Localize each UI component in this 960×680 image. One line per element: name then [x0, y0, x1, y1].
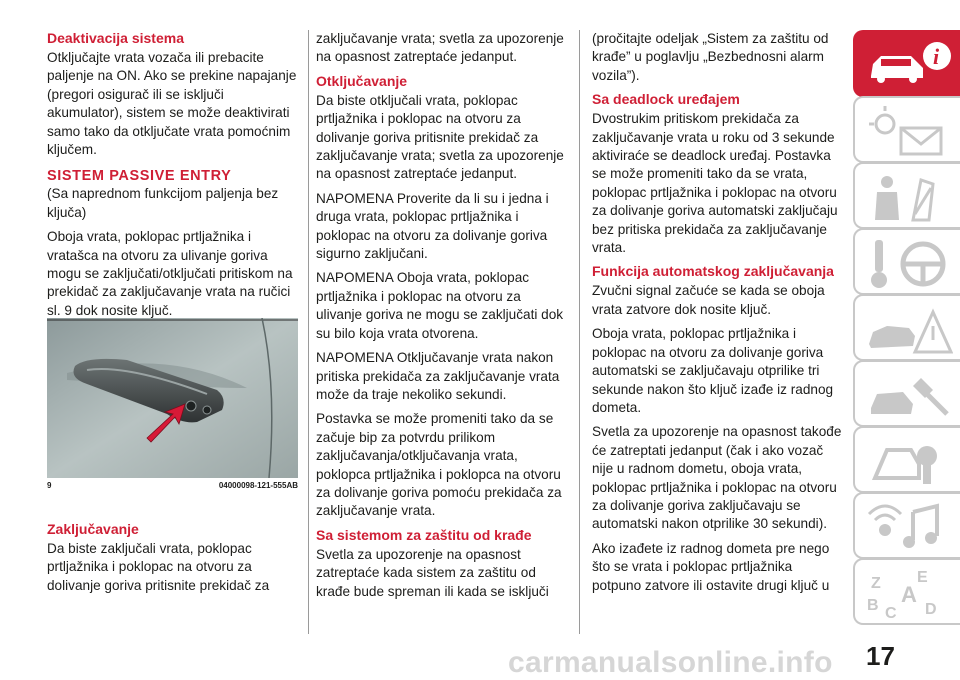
index-letter: A [901, 582, 917, 607]
specs-icon [863, 434, 953, 489]
paragraph: Postavka se može promeniti tako da se začuje bip za potvrdu prilikom zaključavanja/otključavanja vrata, poklopca prtljažnika i poklopca na otvoru za dolivanje goriva pomoću prekidača za zaključavanje vrata. [316, 411, 562, 519]
figure-code: 04000098-121-555AB [218, 481, 298, 490]
seatbelt-airbag-icon [863, 170, 953, 225]
warning-lights-icon [863, 104, 953, 159]
page-number: 17 [866, 641, 895, 671]
column-divider [579, 30, 580, 634]
column-divider [308, 30, 309, 634]
figure-number: 9 [47, 481, 52, 490]
note: NAPOMENA Otključavanje vrata nakon pritiska prekidača za zaključavanje vrata može da traje nekoliko sekundi. [316, 350, 560, 402]
svg-text:i: i [933, 44, 940, 69]
paragraph: Da biste zaključali vrata, poklopac prtljažnika i poklopac na otvoru za dolivanje goriva pritisnite prekidač za [47, 541, 270, 593]
section-title-passive-entry: SISTEM PASSIVE ENTRY [47, 168, 232, 185]
column-1 [47, 30, 299, 326]
column-3 [592, 30, 844, 601]
heading-deadlock: Sa deadlock uređajem [592, 91, 740, 108]
paragraph: zaključavanje vrata; svetla za upozorenje na opasnost zatreptaće jedanput. [316, 31, 564, 65]
index-letter: B [867, 597, 879, 614]
figure-door-handle [47, 318, 298, 494]
paragraph: Da biste otključali vrata, poklopac prtljažnika i poklopac na otvoru za dolivanje goriva pritisnite prekidač za zaključavanje vrata; svetla za upozorenje na opasnost zatreptaće jedanput. [316, 92, 564, 182]
tab-car-info[interactable] [853, 30, 960, 97]
heading-anti-theft: Sa sistemom za zaštitu od krađe [316, 526, 532, 543]
paragraph: Oboja vrata, poklopac prtljažnika i vratašca na otvoru za ulivanje goriva mogu se zaključati/otključati pritiskom na prekidač za zaključavanje vrata na ručici sl. 9 dok nosite ključ. [47, 229, 293, 318]
heading-deactivation: Deaktivacija sistema [47, 30, 184, 46]
index-icon [863, 566, 953, 621]
car-info-icon [863, 38, 953, 93]
maintenance-icon [863, 368, 953, 423]
chapter-tabs [853, 30, 960, 620]
accident-icon [863, 302, 953, 357]
paragraph: Oboja vrata, poklopac prtljažnika i poklopac na otvoru za dolivanje goriva automatski se zaključavaju otprilike tri sekunde nakon što ključ izađe iz radnog dometa. [592, 326, 834, 415]
key-steering-icon [863, 236, 953, 291]
watermark: carmanualsonline.info [508, 646, 833, 679]
column-2 [316, 30, 568, 607]
index-letter: Z [871, 575, 881, 592]
paragraph: Zvučni signal začuće se kada se oboja vrata zatvore dok nosite ključ. [592, 283, 825, 317]
column-1-lower [47, 521, 299, 601]
tab-multimedia[interactable] [853, 492, 960, 559]
tab-safety[interactable] [853, 162, 960, 229]
paragraph: Svetla za upozorenje na opasnost zatreptaće kada sistem za zaštitu od krađe bude spreman ili kada se isključi [316, 546, 549, 599]
index-letter: D [925, 601, 937, 618]
heading-auto-lock: Funkcija automatskog zaključavanja [592, 263, 834, 280]
paragraph: (pročitajte odeljak „Sistem za zaštitu od krađe” u poglavlju „Bezbednosni alarm vozila”). [592, 31, 829, 83]
paragraph: (Sa naprednom funkcijom paljenja bez ključa) [47, 186, 279, 220]
heading-locking: Zaključavanje [47, 521, 139, 537]
paragraph: Svetla za upozorenje na opasnost takođe će zatreptati jedanput (čak i ako vozač nije u radnom dometu, oboja vrata, poklopac prtljažnika i poklopac na otvoru za dolivanje goriva zaključavaju se automatski nakon otprilike 30 sekundi). [592, 424, 842, 532]
note: NAPOMENA Oboja vrata, poklopac prtljažnika i poklopac na otvoru za ulivanje goriva ne mogu se zaključati dok su bilo koja vrata otvorena. [316, 270, 564, 341]
paragraph: Ako izađete iz radnog dometa pre nego što se vrata i poklopac prtljažnika potpuno zatvore ili ostavite drugi ključ u [592, 540, 830, 593]
tab-maintenance[interactable] [853, 360, 960, 427]
paragraph: Dvostrukim pritiskom prekidača za zaključavanje vrata u roku od 3 sekunde aktiviraće se deadlock uređaj. Postavka se može promeniti tako da se vrata, poklopac prtljažnika i poklopac na otvoru za dolivanje goriva automatski zaključaju bez pritiska prekidača za zaključavanje vrata. [592, 111, 838, 256]
door-handle-photo [47, 318, 298, 478]
tab-emergency[interactable] [853, 294, 960, 361]
index-letter: C [885, 605, 897, 621]
tab-starting-driving[interactable] [853, 228, 960, 295]
multimedia-icon [863, 500, 953, 555]
note: NAPOMENA Proverite da li su i jedna i druga vrata, poklopac prtljažnika i poklopac na otvoru za dolivanje goriva sigurno zaključani. [316, 190, 549, 262]
tab-warning-lights[interactable] [853, 96, 960, 163]
tab-index[interactable] [853, 558, 960, 625]
tab-technical-data[interactable] [853, 426, 960, 493]
paragraph: Otključajte vrata vozača ili prebacite paljenje na ON. Ako se prekine napajanje (pregori osigurač ili se isključi akumulator), sistem se može deaktivirati samo tako da otključate vrata pomoćnim ključem. [47, 50, 297, 158]
index-letter: E [917, 569, 928, 586]
heading-unlocking: Otključavanje [316, 72, 408, 89]
